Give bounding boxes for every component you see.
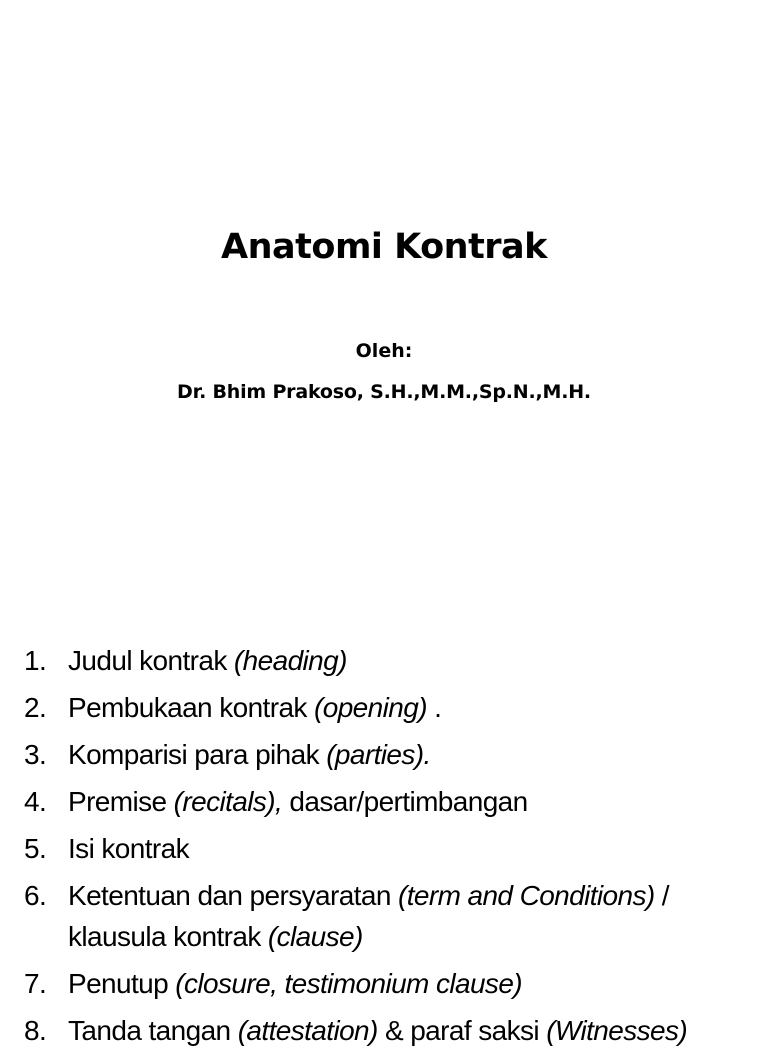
item-text (68, 828, 754, 869)
author-name: Dr. Bhim Prakoso, S.H.,M.M.,Sp.N.,M.H. (177, 381, 591, 403)
item-label: Komparisi para pihak (68, 739, 327, 770)
list-item (24, 875, 754, 957)
item-term-secondary: (clause) (267, 921, 363, 952)
item-suffix: dasar/pertimbangan (282, 786, 528, 817)
list-item (24, 687, 754, 728)
item-number: 8. (24, 1015, 47, 1046)
list-item (24, 1010, 754, 1051)
item-label-continued: klausula kontrak (68, 921, 268, 952)
item-term-secondary: (Witnesses) (546, 1015, 688, 1046)
item-suffix: / (654, 880, 669, 911)
item-suffix: . (426, 692, 442, 723)
contract-anatomy-list (24, 640, 754, 1057)
item-label: Judul kontrak (68, 645, 234, 676)
item-text (68, 963, 754, 1004)
list-item (24, 640, 754, 681)
item-term: (heading) (233, 645, 347, 676)
item-number: 6. (24, 880, 47, 911)
item-label: Pembukaan kontrak (68, 692, 315, 723)
byline-label: Oleh: (355, 340, 413, 362)
list-item (24, 734, 754, 775)
item-term: (parties). (326, 739, 431, 770)
item-term: (opening) (314, 692, 427, 723)
content-slide (0, 560, 768, 1046)
item-text (68, 687, 754, 728)
item-term: (closure, testimonium clause) (175, 968, 523, 999)
item-number: 2. (24, 692, 47, 723)
list-item (24, 781, 754, 822)
list-item (24, 828, 754, 869)
item-number: 1. (24, 645, 47, 676)
item-number: 7. (24, 968, 47, 999)
item-label: Ketentuan dan persyaratan (68, 880, 398, 911)
item-label: Isi kontrak (68, 833, 189, 864)
item-label: Tanda tangan (68, 1015, 238, 1046)
item-number: 3. (24, 739, 47, 770)
item-term: (term and Conditions) (397, 880, 655, 911)
item-text (68, 1010, 754, 1051)
item-number: 4. (24, 786, 47, 817)
item-label: Penutup (68, 968, 176, 999)
item-term: (recitals), (173, 786, 283, 817)
item-text (68, 875, 754, 957)
list-item (24, 963, 754, 1004)
item-number: 5. (24, 833, 47, 864)
item-text (68, 734, 754, 775)
item-text (68, 781, 754, 822)
item-term: (attestation) (237, 1015, 378, 1046)
item-text (68, 640, 754, 681)
item-label: Premise (68, 786, 174, 817)
item-suffix: & paraf saksi (377, 1015, 547, 1046)
slide-title: Anatomi Kontrak (221, 227, 547, 267)
